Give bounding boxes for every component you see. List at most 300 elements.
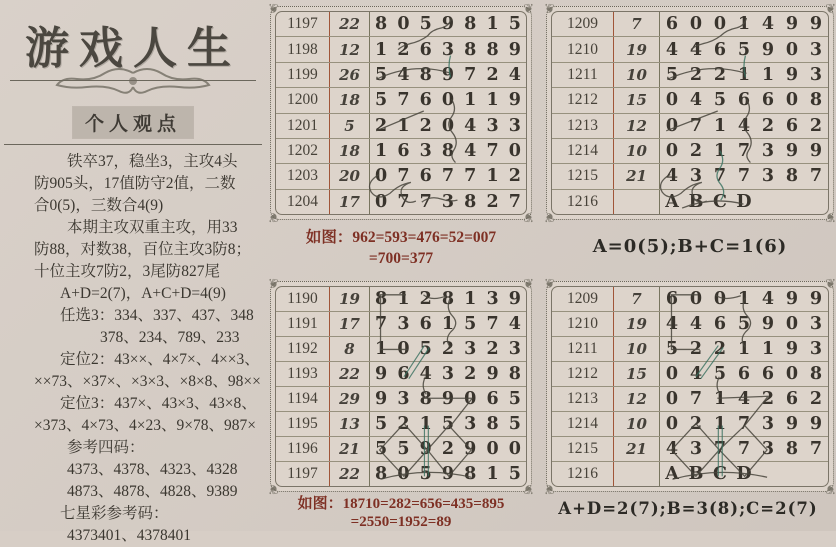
digit-cells [370, 412, 526, 436]
table-row [276, 411, 526, 436]
corner-flourish-icon: ❦ [523, 210, 534, 225]
value-cell: 21 [330, 437, 370, 461]
digit-cell: 3 [809, 64, 823, 85]
digit-cell: 5 [375, 64, 388, 85]
digit-cell: 1 [419, 414, 432, 434]
digit-cell: 5 [464, 314, 477, 334]
value-cell: 20 [330, 164, 370, 188]
table-row [552, 36, 828, 61]
digit-cell: 1 [737, 339, 751, 359]
digit-cell: 6 [761, 364, 775, 384]
caption-line: A+D=2(7);B=3(8);C=2(7) [558, 499, 818, 518]
digit-cell: 5 [397, 439, 410, 459]
digit-cell: 3 [486, 115, 499, 136]
digit-cell: 8 [809, 364, 823, 384]
corner-flourish-icon: ❦ [544, 210, 555, 225]
value-cell: 19 [614, 37, 660, 61]
value-cell: 5 [330, 114, 370, 138]
digit-cell: 2 [397, 414, 410, 434]
digit-cell: 0 [665, 90, 679, 111]
digit-cell: 5 [508, 414, 521, 434]
number-grid [551, 11, 829, 215]
table1-caption [268, 227, 534, 269]
table-row [276, 436, 526, 461]
digit-cell: 7 [809, 166, 823, 187]
lottery-table-1209-1216-lower [544, 276, 836, 497]
digit-cells [660, 190, 828, 214]
table4-caption [540, 499, 836, 518]
period-cell: 1216 [552, 462, 614, 486]
digit-cell: 2 [441, 439, 455, 459]
digit-cell: 1 [464, 289, 477, 309]
table-row [552, 12, 828, 36]
digit-cell: 1 [486, 166, 499, 187]
digit-cell: 1 [761, 64, 775, 85]
digit-cell: 1 [713, 115, 727, 136]
digit-cell: 4 [737, 389, 751, 409]
digit-cell: 0 [785, 39, 799, 60]
table-row [552, 62, 828, 87]
lottery-table-1190-1197 [268, 276, 534, 497]
digit-cell: 7 [441, 166, 455, 187]
period-cell: 1200 [276, 88, 330, 112]
corner-flourish-icon: ❦ [268, 276, 279, 291]
value-cell: 21 [614, 164, 660, 188]
digit-cell: 3 [419, 141, 432, 162]
period-cell: 1211 [552, 63, 614, 87]
value-cell: 21 [614, 437, 660, 461]
table-row [276, 189, 526, 214]
value-cell: 10 [614, 337, 660, 361]
digit-cell: 0 [665, 115, 679, 136]
digit-cell: 9 [375, 364, 388, 384]
period-cell: 1213 [552, 387, 614, 411]
table-row [552, 386, 828, 411]
article-line: ××73、×37×、×3×3、×8×8、98×× [34, 373, 261, 390]
corner-flourish-icon: ❦ [544, 482, 555, 497]
table3-caption [264, 495, 538, 531]
digit-cell: 3 [809, 339, 823, 359]
digit-cells [370, 387, 526, 411]
digit-cells [660, 312, 828, 336]
digit-cell: 5 [419, 14, 432, 35]
digit-cell: 5 [713, 364, 727, 384]
digit-cell: 4 [464, 141, 477, 162]
digit-cell: D [736, 191, 752, 212]
digit-cell: 9 [464, 439, 477, 459]
digit-cell: 9 [785, 289, 799, 309]
digit-cell: 9 [809, 14, 823, 35]
digit-cells [370, 88, 526, 112]
table-row [552, 436, 828, 461]
article-line: 七星彩参考码： [60, 505, 169, 522]
table-row [552, 138, 828, 163]
article-line: 防905头，17值防守2值，二数 [34, 175, 236, 192]
digit-cell: 8 [419, 64, 432, 85]
digit-cell: 6 [419, 314, 432, 334]
value-cell: 12 [614, 114, 660, 138]
digit-cell: 1 [486, 14, 499, 35]
period-cell: 1210 [552, 312, 614, 336]
digit-cell: 7 [737, 414, 751, 434]
table-row [276, 336, 526, 361]
digit-cells [370, 337, 526, 361]
digit-cell: 4 [689, 364, 703, 384]
digit-cell: 4 [689, 314, 703, 334]
digit-cells [660, 63, 828, 87]
period-cell: 1214 [552, 412, 614, 436]
period-cell: 1204 [276, 190, 330, 214]
digit-cell: 8 [486, 414, 499, 434]
digit-cell: D [736, 464, 752, 484]
digit-cell: 7 [375, 314, 388, 334]
digit-cell: 2 [508, 166, 521, 187]
digit-cell: 8 [508, 364, 521, 384]
digit-cell: 7 [486, 141, 499, 162]
table-row [552, 287, 828, 311]
caption-line: =700=377 [368, 250, 434, 267]
digit-cell: 6 [737, 364, 751, 384]
value-cell: 15 [614, 362, 660, 386]
digit-cells [660, 114, 828, 138]
digit-cell: 7 [737, 166, 751, 187]
digit-cell: 8 [464, 39, 477, 60]
table-row [552, 361, 828, 386]
digit-cell: 2 [486, 191, 499, 212]
lottery-table-1197-1204 [268, 1, 534, 225]
digit-cell: 9 [809, 414, 823, 434]
digit-cell: 1 [441, 314, 455, 334]
digit-cell: 6 [713, 314, 727, 334]
article-text [0, 151, 266, 547]
digit-cell: 8 [785, 439, 799, 459]
digit-cell: 5 [737, 314, 751, 334]
digit-cell: 5 [441, 414, 455, 434]
digit-cell: 1 [713, 389, 727, 409]
digit-cell: B [688, 464, 704, 484]
digit-cell: 9 [785, 414, 799, 434]
digit-cells [370, 37, 526, 61]
digit-cell: 7 [464, 64, 477, 85]
digit-cell: 0 [785, 364, 799, 384]
digit-cell: 7 [737, 141, 751, 162]
digit-cells [370, 12, 526, 36]
digit-cell: 6 [713, 39, 727, 60]
digit-cell: 0 [464, 389, 477, 409]
article-line: 铁卒37，稳坐3，主攻4头 [67, 153, 238, 170]
digit-cells [660, 362, 828, 386]
digit-cell: 6 [419, 90, 432, 111]
caption-line: =2550=1952=89 [350, 514, 452, 530]
digit-cell: C [713, 464, 727, 484]
digit-cell: 5 [375, 414, 388, 434]
digit-cell: 5 [375, 90, 388, 111]
period-cell: 1212 [552, 362, 614, 386]
digit-cell: 5 [419, 339, 432, 359]
table-row [276, 36, 526, 61]
section-label: 个人观点 [73, 107, 193, 138]
corner-flourish-icon: ❦ [523, 482, 534, 497]
digit-cell: 4 [419, 364, 432, 384]
value-cell: 10 [614, 63, 660, 87]
digit-cell: 3 [441, 39, 455, 60]
digit-cell [756, 190, 780, 214]
table-row [276, 386, 526, 411]
digit-cell: 5 [737, 39, 751, 60]
digit-cell: 2 [689, 339, 703, 359]
digit-cell: 0 [785, 90, 799, 111]
digit-cell: 0 [508, 439, 521, 459]
digit-cell: 0 [441, 115, 455, 136]
digit-cell: 3 [464, 339, 477, 359]
digit-cell: 4 [665, 439, 679, 459]
digit-cell [780, 190, 804, 214]
digit-cell: 7 [397, 90, 410, 111]
digit-cell: 0 [665, 364, 679, 384]
digit-cell: 7 [809, 439, 823, 459]
number-grid [551, 286, 829, 487]
digit-cell: 7 [486, 314, 499, 334]
value-cell: 10 [614, 412, 660, 436]
digit-cell: 7 [464, 166, 477, 187]
section-divider [4, 144, 262, 145]
article-line: 定位3：437×、43×3、43×8、 [60, 395, 257, 412]
digit-cells [660, 412, 828, 436]
digit-cells [370, 437, 526, 461]
digit-cell: 3 [689, 439, 703, 459]
period-cell: 1197 [276, 12, 330, 36]
digit-cell: 6 [419, 166, 432, 187]
digit-cell: 5 [508, 464, 521, 484]
digit-cell: 1 [737, 289, 751, 309]
digit-cell: 5 [508, 14, 521, 35]
digit-cell: 4 [665, 39, 679, 60]
value-cell: 18 [330, 139, 370, 163]
digit-cells [660, 462, 828, 486]
digit-cell: 9 [441, 389, 455, 409]
article-line: 任选3：334、337、437、348 [60, 307, 254, 324]
table-row [276, 311, 526, 336]
digit-cell: B [688, 191, 704, 212]
digit-cell: 0 [441, 90, 455, 111]
digit-cell: 1 [486, 90, 499, 111]
digit-cell: A [665, 191, 679, 212]
digit-cell: 0 [397, 339, 410, 359]
digit-cell: 1 [737, 14, 751, 35]
table-row [276, 138, 526, 163]
value-cell: 18 [330, 88, 370, 112]
period-cell: 1203 [276, 164, 330, 188]
article-line: 本期主攻双重主攻，用33 [67, 219, 238, 236]
digit-cell: 2 [464, 364, 477, 384]
period-cell: 1214 [552, 139, 614, 163]
digit-cells [370, 63, 526, 87]
digit-cell: 7 [419, 191, 432, 212]
digit-cell: 0 [508, 141, 521, 162]
table-row [276, 113, 526, 138]
digit-cell: C [713, 191, 727, 212]
digit-cell: 5 [419, 464, 432, 484]
digit-cell: 0 [689, 289, 703, 309]
digit-cell: 3 [397, 389, 410, 409]
period-cell: 1193 [276, 362, 330, 386]
table2-caption [546, 236, 834, 257]
period-cell: 1212 [552, 88, 614, 112]
digit-cell: 6 [737, 90, 751, 111]
digit-cell: 3 [441, 364, 455, 384]
digit-cell: 1 [397, 115, 410, 136]
digit-cell: 3 [809, 314, 823, 334]
value-cell: 7 [614, 287, 660, 311]
table-row [552, 87, 828, 112]
digit-cells [370, 139, 526, 163]
digit-cell: 7 [508, 191, 521, 212]
digit-cell: 9 [441, 464, 455, 484]
table-row [552, 461, 828, 486]
digit-cell [756, 462, 780, 486]
number-grid [275, 286, 527, 487]
article-line: 4873、4878、4828、9389 [67, 483, 238, 500]
flourish-icon [38, 67, 228, 95]
table-row [552, 411, 828, 436]
article-line: 4373、4378、4323、4328 [67, 461, 238, 478]
digit-cell: 0 [785, 314, 799, 334]
digit-cell: 0 [713, 14, 727, 35]
period-cell: 1209 [552, 12, 614, 36]
digit-cell: 3 [508, 115, 521, 136]
digit-cell: 8 [375, 14, 388, 35]
digit-cell: 0 [665, 389, 679, 409]
digit-cells [370, 114, 526, 138]
value-cell: 15 [614, 88, 660, 112]
digit-cell: 0 [397, 464, 410, 484]
digit-cell: 2 [486, 339, 499, 359]
digit-cell: 7 [397, 191, 410, 212]
article-line: 防88，对数38，百位主攻3防8； [34, 241, 252, 258]
digit-cell: 3 [508, 339, 521, 359]
digit-cell: 1 [713, 141, 727, 162]
digit-cell: 5 [713, 90, 727, 111]
digit-cell: 8 [785, 166, 799, 187]
digit-cell: 0 [665, 141, 679, 162]
period-cell: 1192 [276, 337, 330, 361]
digit-cell: 1 [713, 414, 727, 434]
article-line: 378、234、789、233 [100, 329, 240, 346]
value-cell: 22 [330, 462, 370, 486]
digit-cell: 2 [689, 64, 703, 85]
digit-cell: 2 [419, 289, 432, 309]
digit-cells [660, 387, 828, 411]
period-cell: 1202 [276, 139, 330, 163]
digit-cell: 8 [441, 141, 455, 162]
digit-cells [660, 337, 828, 361]
digit-cell: 0 [375, 166, 388, 187]
digit-cell: 7 [737, 439, 751, 459]
lottery-table-1209-1216-upper [544, 1, 836, 225]
table-row [276, 163, 526, 188]
digit-cell: 2 [761, 115, 775, 136]
digit-cells [370, 164, 526, 188]
period-cell: 1199 [276, 63, 330, 87]
article-line: 参考四码： [67, 439, 145, 456]
digit-cell: 6 [397, 364, 410, 384]
digit-cell: 9 [809, 141, 823, 162]
digit-cell: 2 [441, 339, 455, 359]
digit-cell: 7 [397, 166, 410, 187]
digit-cell: 8 [375, 289, 388, 309]
digit-cell: 4 [665, 314, 679, 334]
digit-cell: 4 [508, 314, 521, 334]
digit-cells [370, 362, 526, 386]
value-cell [614, 462, 660, 486]
corner-flourish-icon: ❦ [544, 1, 555, 16]
digit-cell: 9 [785, 64, 799, 85]
table-row [552, 311, 828, 336]
digit-cell: 8 [375, 464, 388, 484]
corner-flourish-icon: ❦ [544, 276, 555, 291]
page-title: 游戏人生 [25, 23, 241, 74]
digit-cell: 2 [486, 64, 499, 85]
article-line: 4373401、4378401 [67, 527, 192, 544]
digit-cell: 1 [375, 141, 388, 162]
digit-cell: 3 [689, 166, 703, 187]
value-cell: 22 [330, 362, 370, 386]
period-cell: 1198 [276, 37, 330, 61]
digit-cells [660, 88, 828, 112]
digit-cell: 3 [397, 314, 410, 334]
table-row [552, 113, 828, 138]
digit-cell: 9 [486, 364, 499, 384]
article-line: A+D=2(7)，A+C+D=4(9) [60, 285, 226, 302]
article-line: 合0(5)，三数合4(9) [34, 197, 164, 214]
digit-cell: 8 [486, 39, 499, 60]
digit-cell: 5 [508, 389, 521, 409]
caption-line: 如图：18710=282=656=435=895 [297, 496, 505, 512]
digit-cell: 4 [665, 166, 679, 187]
period-cell: 1190 [276, 287, 330, 311]
digit-cell: 4 [761, 14, 775, 35]
digit-cell: 8 [419, 389, 432, 409]
digit-cell: 1 [375, 39, 388, 60]
digit-cells [370, 287, 526, 311]
value-cell: 13 [330, 412, 370, 436]
digit-cell: 4 [464, 115, 477, 136]
digit-cell: 4 [761, 289, 775, 309]
digit-cell: 2 [761, 389, 775, 409]
period-cell: 1195 [276, 412, 330, 436]
digit-cell: 4 [689, 90, 703, 111]
digit-cell: 3 [809, 39, 823, 60]
digit-cell: 8 [464, 14, 477, 35]
digit-cell: 3 [441, 191, 455, 212]
digit-cell: 1 [737, 64, 751, 85]
digit-cell: 0 [375, 191, 388, 212]
digit-cell: 3 [464, 414, 477, 434]
digit-cell: 9 [785, 14, 799, 35]
table-row [552, 336, 828, 361]
value-cell: 12 [330, 37, 370, 61]
digit-cell: 9 [441, 64, 455, 85]
digit-cell: 6 [785, 389, 799, 409]
number-grid [275, 11, 527, 215]
digit-cell: 5 [665, 64, 679, 85]
digit-cell: 6 [397, 141, 410, 162]
digit-cells [370, 312, 526, 336]
digit-cell: 9 [508, 39, 521, 60]
digit-cell: 7 [689, 115, 703, 136]
value-cell: 17 [330, 312, 370, 336]
digit-cell: 6 [785, 115, 799, 136]
